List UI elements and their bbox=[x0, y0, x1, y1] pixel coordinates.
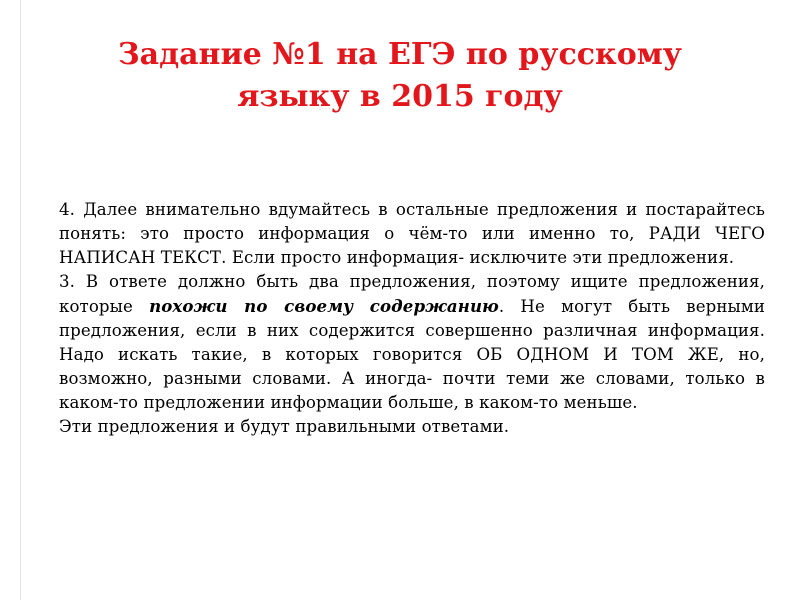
slide-title-line-1: Задание №1 на ЕГЭ по русскому bbox=[118, 37, 682, 72]
step-3-emphasis: похожи по своему содержанию bbox=[149, 296, 499, 316]
step-3-text-start: 3. В ответе должно быть два предложения, поэтому ищите предложения, которые bbox=[59, 272, 765, 316]
paragraph-step-4: 4. Далее внимательно вдумайтесь в остальные предложения и постарайтесь понять: это просто информация о чём-то или именно то, РАДИ ЧЕГО НАПИСАН ТЕКСТ. Если просто информация- исключите эти предложения. bbox=[59, 200, 765, 267]
slide-title bbox=[60, 34, 740, 118]
step-3-text-end: . Не могут быть верными предложения, если в них содержится совершенно различная информация. Надо искать такие, в которых говорится ОБ ОДНОМ И ТОМ ЖЕ, но, возможно, разными словами. А иногда- почти теми же словами, только в каком-то предложении информации больше, в каком-то меньше. bbox=[59, 297, 765, 412]
paragraph-conclusion: Эти предложения и будут правильными ответами. bbox=[59, 417, 510, 436]
paragraph-step-3 bbox=[59, 270, 765, 415]
slide-title-line-2: языку в 2015 году bbox=[237, 79, 563, 114]
instructions-text bbox=[59, 198, 765, 439]
left-border-line bbox=[20, 0, 21, 600]
